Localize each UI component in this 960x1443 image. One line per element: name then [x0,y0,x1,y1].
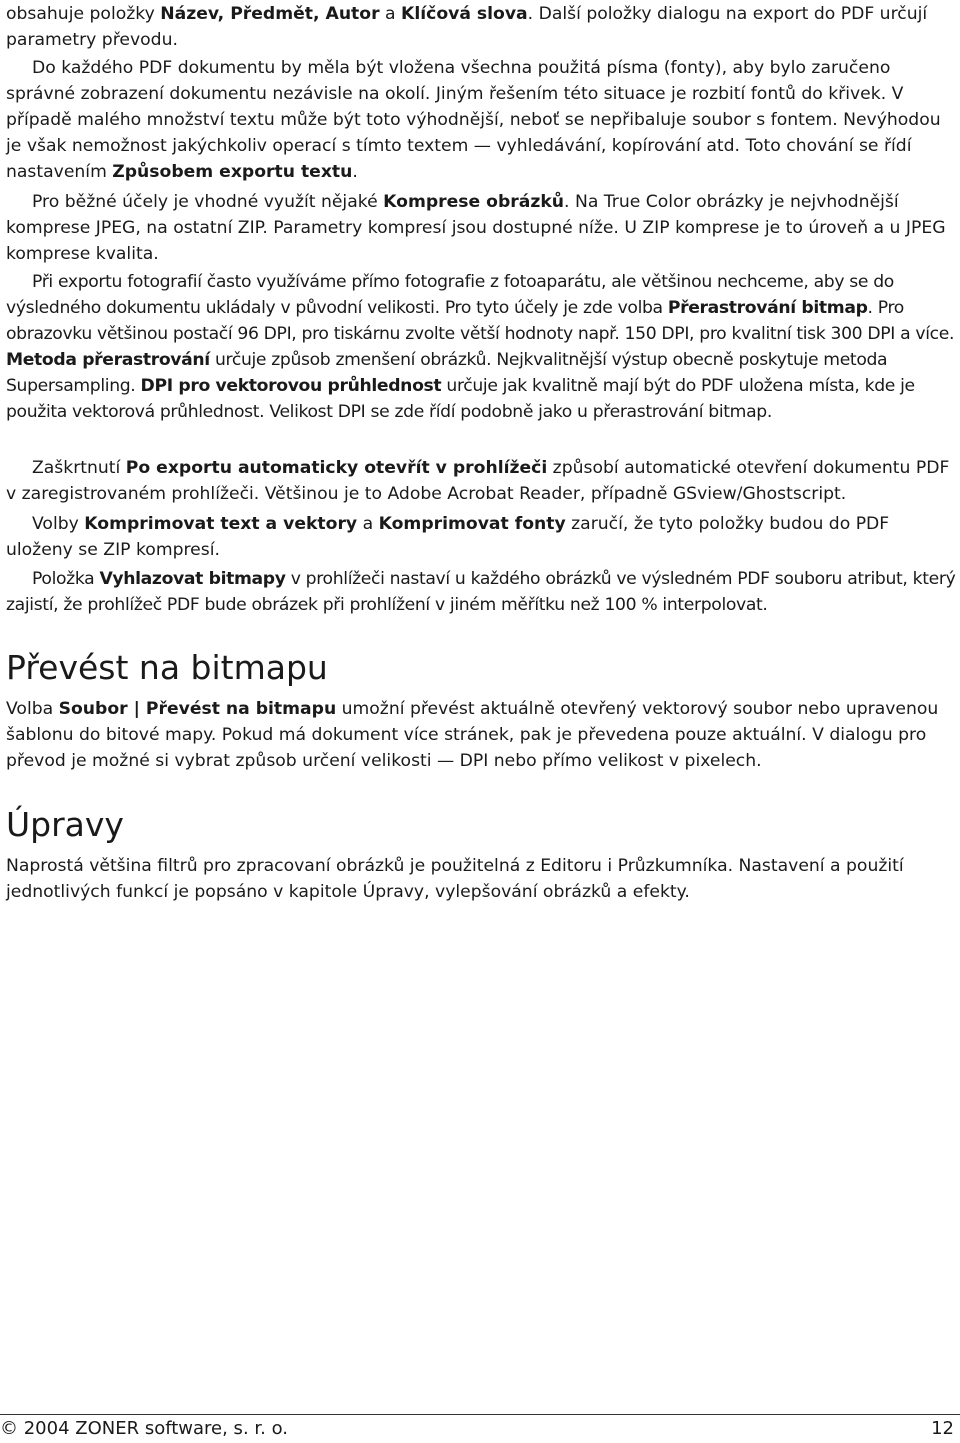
text-run: Volby [32,514,85,534]
bold-term: Metoda přerastrování [6,350,210,370]
text-run: . Pro obrazovku většinou postačí 96 DPI, pro tiskárnu zvolte větší hodnoty např. 150 DPI, pro kvalitní tisk 300 DPI a více. [6,298,955,344]
bold-term: Vyhlazovat bitmapy [99,569,286,589]
text-run: a [357,514,379,534]
text-run: v prohlížeči nastaví u každého obrázků ve výsledném PDF souboru atribut, který zajistí, že prohlížeč PDF bude obrázek při prohlížení v jiném měřítku než 100 % interpolovat. [6,569,956,615]
intro-paragraph-7 [6,566,958,618]
text-run: Při exportu fotografií často využíváme přímo fotografie z fotoaparátu, ale většinou nechceme, aby se do výsledného dokumentu ukládaly v původní velikosti. Pro tyto účely je zde volba [6,272,894,318]
text-run: určuje způsob zmenšení obrázků. Nejkvalitnější výstup obecně poskytuje metoda Supersampling. [6,350,888,396]
section-paragraph [6,696,958,774]
intro-paragraph-2 [6,55,958,185]
text-run: Volba [6,699,59,719]
text-run: a [379,4,402,24]
bold-term: Komprimovat fonty [378,514,566,534]
section-prevest-na-bitmapu [6,648,958,782]
text-run: umožní převést aktuálně otevřený vektorový soubor nebo upravenou šablonu do bitové mapy. Pokud má dokument více stránek, pak je převedena pouze aktuální. V dialogu pro převod je možné si vybrat způsob určení velikosti — DPI nebo přímo velikost v pixelech. [6,699,939,771]
text-run: Zaškrtnutí [32,458,126,478]
intro-paragraph-6 [6,511,958,563]
intro-paragraph-3 [6,189,958,267]
section-upravy [6,805,958,913]
page-number: 12 [931,1418,954,1439]
bold-term: Klíčová slova [401,4,528,24]
text-run: Naprostá většina filtrů pro zpracovaní obrázků je použitelná z Editoru i Průzkumníka. Nastavení a použití jednotlivých funkcí je popsáno v kapitole Úpravy, vylepšování obrázků a efekty. [6,856,904,902]
intro-paragraph-5 [6,455,958,507]
section-heading: Úpravy [6,805,124,844]
bold-term: Po exportu automaticky otevřít v prohlížeči [125,458,548,478]
bold-term: Způsobem exportu textu [112,162,353,182]
text-run: způsobí automatické otevření dokumentu PDF v zaregistrovaném prohlížeči. Většinou je to Adobe Acrobat Reader, případně GSview/Ghostscript. [6,458,950,504]
bold-term: Komprimovat text a vektory [84,514,358,534]
section-heading: Převést na bitmapu [6,648,328,687]
text-run: určuje jak kvalitně mají být do PDF uložena místa, kde je použita vektorová průhlednost. Velikost DPI se zde řídí podobně jako u přerastrování bitmap. [6,376,915,422]
text-run: Pro běžné účely je vhodné využít nějaké [32,192,384,212]
text-run: obsahuje položky [6,4,161,24]
bold-term: Název, Předmět, Autor [160,4,380,24]
intro-paragraph-1 [6,1,958,53]
section-paragraph [6,853,958,905]
text-run: Položka [32,569,100,589]
text-run: zaručí, že tyto položky budou do PDF uloženy se ZIP kompresí. [6,514,890,560]
text-run: . [352,162,358,182]
bold-term: Komprese obrázků [383,192,565,212]
page-footer [0,1414,960,1443]
intro-paragraph-4 [6,269,958,425]
bold-term: Přerastrování bitmap [667,298,868,318]
text-run: . Další položky dialogu na export do PDF určují parametry převodu. [6,4,928,50]
bold-term: Soubor | Převést na bitmapu [58,699,337,719]
copyright-text: © 2004 ZONER software, s. r. o. [0,1418,288,1439]
text-run: . Na True Color obrázky je nejvhodnější komprese JPEG, na ostatní ZIP. Parametry kompresí jsou dostupné níže. U ZIP komprese je to úroveň a u JPEG komprese kvalita. [6,192,946,264]
text-run: Do každého PDF dokumentu by měla být vložena všechna použitá písma (fonty), aby bylo zaručeno správné zobrazení dokumentu nezávisle na okolí. Jiným řešením této situace je rozbití fontů do křivek. V případě malého množství textu může být toto výhodnější, neboť se nepřibaluje soubor s fontem. Nevýhodou je však nemožnost jakýchkoliv operací s tímto textem — vyhledávání, kopírování atd. Toto chování se řídí nastavením [6,58,941,182]
bold-term: DPI pro vektorovou průhlednost [140,376,442,396]
